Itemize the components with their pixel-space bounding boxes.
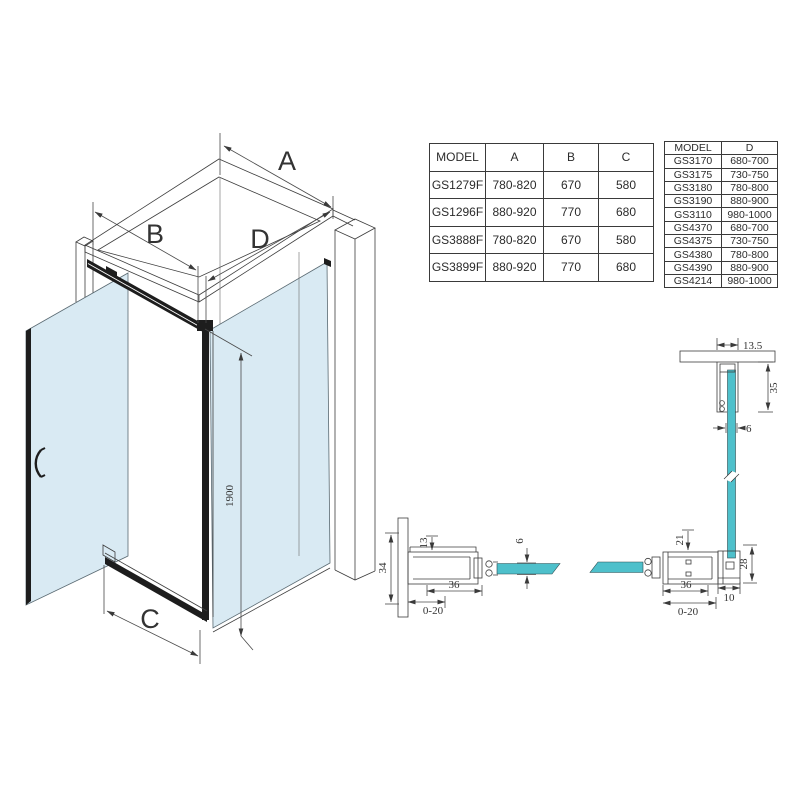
dim-label-34: 34 — [377, 562, 389, 574]
table-row — [665, 195, 778, 208]
table-row — [665, 208, 778, 221]
dim-label-c: C — [140, 604, 160, 634]
table-row — [665, 248, 778, 261]
dim-label-glass-6: 6 — [514, 538, 526, 544]
table-cell: 680-700 — [722, 155, 778, 168]
glass-clamp-2 — [645, 557, 660, 578]
glass-break-symbol — [724, 471, 739, 482]
table-cell: 980-1000 — [722, 274, 778, 287]
table-cell: GS1279F — [430, 171, 486, 199]
table-cell: GS4375 — [665, 235, 722, 248]
table-cell: GS4370 — [665, 221, 722, 234]
table-row — [665, 274, 778, 287]
table-row — [430, 254, 654, 282]
table-cell: 980-1000 — [722, 208, 778, 221]
table-cell: 880-920 — [486, 254, 544, 282]
models-dimensions-table — [429, 143, 654, 282]
table-row — [665, 181, 778, 194]
dim-label-10: 10 — [723, 592, 735, 604]
table-row — [430, 199, 654, 227]
table-cell: 780-800 — [722, 181, 778, 194]
ceiling-hatch — [680, 351, 775, 362]
table-cell: 780-820 — [486, 171, 544, 199]
wall-profile-body — [408, 547, 478, 584]
dim-label-a: A — [277, 146, 297, 176]
table-cell: 780-820 — [486, 226, 544, 254]
table-row — [665, 155, 778, 168]
table-cell: 730-750 — [722, 168, 778, 181]
side-panel-models-table — [664, 141, 778, 288]
table-cell: 670 — [544, 171, 599, 199]
dim-label-36: 36 — [448, 579, 460, 591]
table-cell: GS4214 — [665, 274, 722, 287]
table-cell: 730-750 — [722, 235, 778, 248]
column-header: B — [544, 144, 599, 172]
table-cell: 680 — [599, 254, 654, 282]
table-cell: 580 — [599, 171, 654, 199]
wall-hatch — [398, 518, 408, 617]
left-wall-profile — [76, 237, 93, 302]
table-header-row — [430, 144, 654, 172]
table-row — [665, 221, 778, 234]
rim-to-wall-connector — [333, 210, 355, 226]
table-cell: 780-800 — [722, 248, 778, 261]
table-cell: GS3190 — [665, 195, 722, 208]
door-glass-section — [497, 564, 560, 575]
table-cell: GS4380 — [665, 248, 722, 261]
table-cell: GS4390 — [665, 261, 722, 274]
dimension-a — [220, 133, 333, 219]
table-cell: 770 — [544, 199, 599, 227]
dim-label-1900: 1900 — [224, 485, 236, 507]
table-cell: 670 — [544, 226, 599, 254]
table-cell: GS3180 — [665, 181, 722, 194]
column-header: C — [599, 144, 654, 172]
dim-label-0-20-2: 0-20 — [677, 606, 699, 618]
table-row — [665, 168, 778, 181]
table-cell: 770 — [544, 254, 599, 282]
fixed-glass-panel — [210, 252, 331, 632]
dim-label-35: 35 — [768, 382, 780, 394]
dim-label-b: B — [145, 219, 165, 249]
table-row — [665, 261, 778, 274]
table-row — [430, 226, 654, 254]
table-cell: GS3899F — [430, 254, 486, 282]
table-cell: GS3170 — [665, 155, 722, 168]
table-cell: GS3888F — [430, 226, 486, 254]
table-cell: 680 — [599, 199, 654, 227]
column-header: A — [486, 144, 544, 172]
table-cell: GS3175 — [665, 168, 722, 181]
table-cell: 880-920 — [486, 199, 544, 227]
table-cell: 880-900 — [722, 261, 778, 274]
table-cell: 680-700 — [722, 221, 778, 234]
door-glass-panel — [26, 273, 128, 605]
table-cell: GS1296F — [430, 199, 486, 227]
table-header-row — [665, 142, 778, 155]
table-cell: 880-900 — [722, 195, 778, 208]
dim-label-glass-6-2: 6 — [746, 423, 752, 435]
side-panel-glass-section — [728, 370, 736, 558]
table-row — [665, 235, 778, 248]
table-row — [430, 171, 654, 199]
table-cell: GS3110 — [665, 208, 722, 221]
isometric-enclosure-drawing — [26, 133, 375, 664]
dim-label-0-20: 0-20 — [422, 605, 444, 617]
dim-label-21: 21 — [674, 534, 686, 546]
dim-label-28: 28 — [738, 558, 750, 570]
door-glass-section-2 — [590, 562, 643, 573]
dim-label-13-5: 13.5 — [743, 340, 763, 352]
column-header: D — [722, 142, 778, 155]
wall-profile-section — [377, 518, 560, 617]
column-header: MODEL — [430, 144, 486, 172]
door-edge-profile — [26, 328, 31, 605]
right-wall-profile — [335, 219, 375, 580]
dim-label-36-2: 36 — [680, 579, 692, 591]
dim-label-d: D — [250, 224, 270, 254]
table-cell: 580 — [599, 226, 654, 254]
corner-profile-section — [590, 370, 757, 618]
dim-label-13: 13 — [418, 537, 430, 549]
column-header: MODEL — [665, 142, 722, 155]
